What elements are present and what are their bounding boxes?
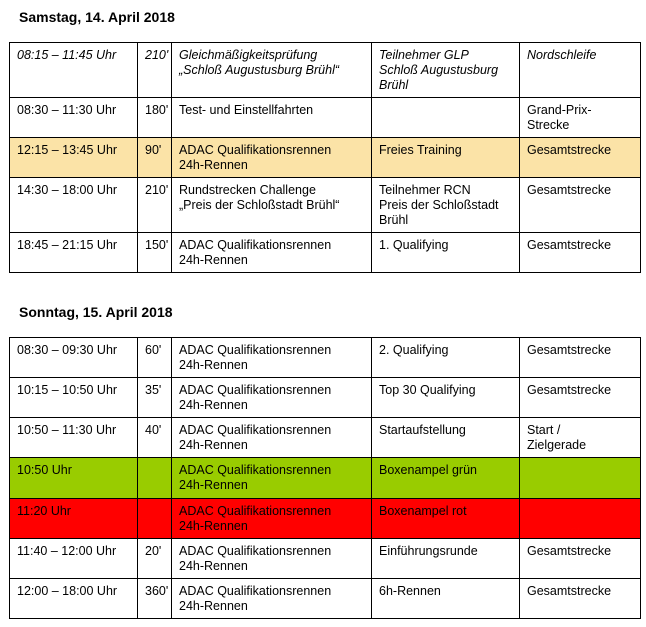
session-cell-line: Freies Training xyxy=(379,143,462,157)
event-cell xyxy=(172,138,372,178)
schedule-row xyxy=(10,579,641,619)
event-cell-line: Gleichmäßigkeitsprüfung xyxy=(179,48,318,62)
track-cell-line: Gesamtstrecke xyxy=(527,343,612,357)
session-cell xyxy=(372,378,520,418)
session-cell xyxy=(372,499,520,539)
event-cell-line: 24h-Rennen xyxy=(179,478,248,492)
duration-cell xyxy=(138,458,172,499)
time-cell: 12:00 – 18:00 Uhr xyxy=(10,579,138,619)
time-cell: 10:15 – 10:50 Uhr xyxy=(10,378,138,418)
session-cell-line: Brühl xyxy=(379,78,409,92)
time-cell: 11:40 – 12:00 Uhr xyxy=(10,539,138,579)
duration-cell: 210' xyxy=(138,178,172,233)
session-cell-line: Schloß Augustusburg xyxy=(379,63,499,77)
session-cell xyxy=(372,138,520,178)
schedule-row xyxy=(10,43,641,98)
time-cell: 08:30 – 09:30 Uhr xyxy=(10,338,138,378)
schedule-row xyxy=(10,458,641,499)
event-cell-line: 24h-Rennen xyxy=(179,519,248,533)
session-cell-line: Startaufstellung xyxy=(379,423,466,437)
session-cell-line: 2. Qualifying xyxy=(379,343,449,357)
duration-cell: 90' xyxy=(138,138,172,178)
session-cell xyxy=(372,178,520,233)
track-cell xyxy=(520,43,641,98)
time-cell: 12:15 – 13:45 Uhr xyxy=(10,138,138,178)
event-cell xyxy=(172,338,372,378)
session-cell-line: Boxenampel grün xyxy=(379,463,477,477)
event-cell-line: ADAC Qualifikationsrennen xyxy=(179,343,332,357)
event-cell xyxy=(172,43,372,98)
track-cell xyxy=(520,458,641,499)
duration-cell: 210' xyxy=(138,43,172,98)
event-cell-line: ADAC Qualifikationsrennen xyxy=(179,423,332,437)
track-cell-line: Gesamtstrecke xyxy=(527,383,612,397)
time-cell: 08:30 – 11:30 Uhr xyxy=(10,98,138,138)
track-cell xyxy=(520,499,641,539)
event-cell-line: 24h-Rennen xyxy=(179,599,248,613)
track-cell-line: Gesamtstrecke xyxy=(527,238,612,252)
time-cell: 10:50 Uhr xyxy=(10,458,138,499)
track-cell-line: Start / xyxy=(527,423,561,437)
event-cell-line: 24h-Rennen xyxy=(179,559,248,573)
session-cell-line: Preis der Schloßstadt xyxy=(379,198,499,212)
track-cell xyxy=(520,418,641,458)
event-cell-line: „Preis der Schloßstadt Brühl“ xyxy=(179,198,340,212)
event-cell-line: ADAC Qualifikationsrennen xyxy=(179,504,332,518)
track-cell-line: Zielgerade xyxy=(527,438,587,452)
event-cell-line: ADAC Qualifikationsrennen xyxy=(179,383,332,397)
session-cell xyxy=(372,579,520,619)
track-cell xyxy=(520,138,641,178)
track-cell xyxy=(520,539,641,579)
duration-cell: 35' xyxy=(138,378,172,418)
track-cell xyxy=(520,579,641,619)
track-cell xyxy=(520,233,641,273)
session-cell-line: Teilnehmer RCN xyxy=(379,183,471,197)
track-cell xyxy=(520,378,641,418)
event-cell-line: ADAC Qualifikationsrennen xyxy=(179,544,332,558)
duration-cell xyxy=(138,499,172,539)
time-cell: 11:20 Uhr xyxy=(10,499,138,539)
day2-schedule-table xyxy=(9,337,641,619)
event-cell-line: 24h-Rennen xyxy=(179,358,248,372)
event-cell-line: 24h-Rennen xyxy=(179,438,248,452)
event-cell xyxy=(172,233,372,273)
event-cell xyxy=(172,178,372,233)
track-cell-line: Gesamtstrecke xyxy=(527,584,612,598)
day1-schedule-table xyxy=(9,42,641,273)
session-cell-line: 6h-Rennen xyxy=(379,584,441,598)
session-cell-line: Top 30 Qualifying xyxy=(379,383,476,397)
track-cell-line: Nordschleife xyxy=(527,48,597,62)
track-cell-line: Gesamtstrecke xyxy=(527,183,612,197)
schedule-row xyxy=(10,178,641,233)
schedule-row xyxy=(10,378,641,418)
event-cell-line: 24h-Rennen xyxy=(179,398,248,412)
event-cell-line: „Schloß Augustusburg Brühl“ xyxy=(179,63,340,77)
event-cell-line: ADAC Qualifikationsrennen xyxy=(179,463,332,477)
session-cell xyxy=(372,539,520,579)
schedule-row xyxy=(10,338,641,378)
schedule-row xyxy=(10,499,641,539)
duration-cell: 180' xyxy=(138,98,172,138)
session-cell xyxy=(372,43,520,98)
event-cell xyxy=(172,458,372,499)
event-cell xyxy=(172,98,372,138)
event-cell-line: ADAC Qualifikationsrennen xyxy=(179,584,332,598)
session-cell-line: Einführungsrunde xyxy=(379,544,478,558)
event-cell xyxy=(172,418,372,458)
event-cell-line: ADAC Qualifikationsrennen xyxy=(179,143,332,157)
schedule-row xyxy=(10,539,641,579)
schedule-row xyxy=(10,98,641,138)
day2-title: Sonntag, 15. April 2018 xyxy=(19,304,173,320)
track-cell xyxy=(520,98,641,138)
schedule-row xyxy=(10,418,641,458)
track-cell xyxy=(520,178,641,233)
session-cell xyxy=(372,233,520,273)
track-cell-line: Grand-Prix- xyxy=(527,103,592,117)
track-cell-line: Gesamtstrecke xyxy=(527,143,612,157)
event-cell-line: Test- und Einstellfahrten xyxy=(179,103,314,117)
track-cell xyxy=(520,338,641,378)
session-cell-line: Teilnehmer GLP xyxy=(379,48,469,62)
duration-cell: 360' xyxy=(138,579,172,619)
session-cell xyxy=(372,458,520,499)
session-cell xyxy=(372,98,520,138)
event-cell-line: 24h-Rennen xyxy=(179,253,248,267)
session-cell xyxy=(372,418,520,458)
event-cell-line: ADAC Qualifikationsrennen xyxy=(179,238,332,252)
time-cell: 08:15 – 11:45 Uhr xyxy=(10,43,138,98)
event-cell-line: 24h-Rennen xyxy=(179,158,248,172)
track-cell-line: Gesamtstrecke xyxy=(527,544,612,558)
schedule-row xyxy=(10,138,641,178)
event-cell xyxy=(172,539,372,579)
track-cell-line: Strecke xyxy=(527,118,570,132)
session-cell-line: 1. Qualifying xyxy=(379,238,449,252)
time-cell: 14:30 – 18:00 Uhr xyxy=(10,178,138,233)
duration-cell: 60' xyxy=(138,338,172,378)
event-cell xyxy=(172,499,372,539)
schedule-row xyxy=(10,233,641,273)
time-cell: 10:50 – 11:30 Uhr xyxy=(10,418,138,458)
duration-cell: 20' xyxy=(138,539,172,579)
duration-cell: 150' xyxy=(138,233,172,273)
session-cell-line: Brühl xyxy=(379,213,409,227)
event-cell xyxy=(172,378,372,418)
event-cell-line: Rundstrecken Challenge xyxy=(179,183,316,197)
session-cell xyxy=(372,338,520,378)
day1-title: Samstag, 14. April 2018 xyxy=(19,9,175,25)
time-cell: 18:45 – 21:15 Uhr xyxy=(10,233,138,273)
session-cell-line: Boxenampel rot xyxy=(379,504,467,518)
event-cell xyxy=(172,579,372,619)
duration-cell: 40' xyxy=(138,418,172,458)
